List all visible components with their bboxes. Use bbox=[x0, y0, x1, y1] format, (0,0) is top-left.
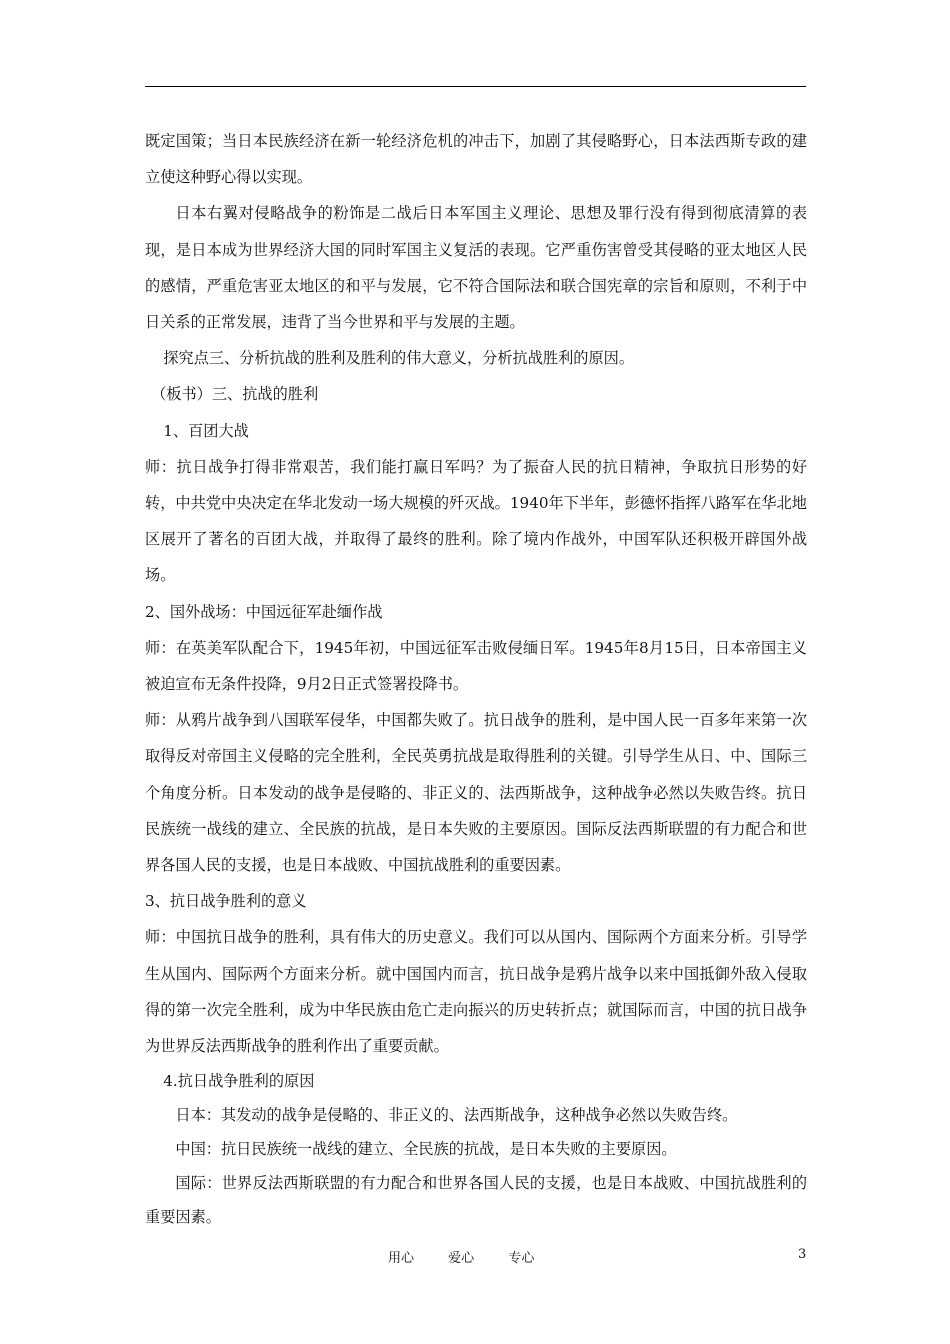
paragraph-hundred-regiments: 师：抗日战争打得非常艰苦，我们能打赢日军吗？为了振奋人民的抗日精神，争取抗日形势的好转，中共党中央决定在华北发动一场大规模的歼灭战。1940年下半年，彭德怀指挥八路军在华北地区展开了著名的百团大战，并取得了最终的胜利。除了境内作战外，中国军队还积极开辟国外战场。 bbox=[145, 457, 807, 585]
footer-motto bbox=[388, 1247, 564, 1266]
reason-international: 国际：世界反法西斯联盟的有力配合和世界各国人民的支援，也是日本战败、中国抗战胜利的重要因素。 bbox=[145, 1174, 807, 1227]
document-body bbox=[145, 123, 807, 1234]
paragraph-significance: 师：中国抗日战争的胜利，具有伟大的历史意义。我们可以从国内、国际两个方面来分析。引导学生从国内、国际两个方面来分析。就中国国内而言，抗日战争是鸦片战争以来中国抵御外敌入侵取得的第一次完全胜利，成为中华民族由危亡走向振兴的历史转折点；就国际而言，中国的抗日战争为世界反法西斯战争的胜利作出了重要贡献。 bbox=[145, 928, 807, 1056]
paragraph-victory: 师：从鸦片战争到八国联军侵华，中国都失败了。抗日战争的胜利，是中国人民一百多年来第一次取得反对帝国主义侵略的完全胜利，全民英勇抗战是取得胜利的关键。引导学生从日、中、国际三个角度分析。日本发动的战争是侵略的、非正义的、法西斯战争，这种战争必然以失败告终。抗日民族统一战线的建立、全民族的抗战，是日本失败的主要原因。国际反法西斯联盟的有力配合和世界各国人民的支援，也是日本战败、中国抗战胜利的重要因素。 bbox=[145, 711, 807, 875]
reason-china: 中国：抗日民族统一战线的建立、全民族的抗战，是日本失败的主要原因。 bbox=[175, 1140, 677, 1159]
paragraph-1: 既定国策；当日本民族经济在新一轮经济危机的冲击下，加剧了其侵略野心，日本法西斯专政的建立使这种野心得以实现。 bbox=[145, 132, 807, 187]
blackboard-heading: （板书）三、抗战的胜利 bbox=[151, 385, 319, 404]
footer-motto-2: 爱心 bbox=[448, 1251, 475, 1266]
section-4-heading: 4.抗日战争胜利的原因 bbox=[163, 1072, 315, 1091]
section-2-heading: 2、国外战场：中国远征军赴缅作战 bbox=[145, 602, 383, 621]
section-3-heading: 3、抗日战争胜利的意义 bbox=[145, 892, 307, 911]
exploration-point-3: 探究点三、分析抗战的胜利及胜利的伟大意义，分析抗战胜利的原因。 bbox=[163, 349, 635, 368]
page-number: 3 bbox=[798, 1247, 807, 1262]
header-rule bbox=[145, 86, 806, 87]
section-1-heading: 1、百团大战 bbox=[163, 421, 249, 440]
paragraph-expedition: 师：在英美军队配合下，1945年初，中国远征军击败侵缅日军。1945年8月15日，日本帝国主义被迫宣布无条件投降，9月2日正式签署投降书。 bbox=[145, 638, 807, 694]
footer-motto-3: 专心 bbox=[508, 1251, 535, 1266]
paragraph-2: 日本右翼对侵略战争的粉饰是二战后日本军国主义理论、思想及罪行没有得到彻底清算的表现，是日本成为世界经济大国的同时军国主义复活的表现。它严重伤害曾受其侵略的亚太地区人民的感情，严重危害亚太地区的和平与发展，它不符合国际法和联合国宪章的宗旨和原则，不利于中日关系的正常发展，违背了当今世界和平与发展的主题。 bbox=[145, 204, 807, 332]
reason-japan: 日本：其发动的战争是侵略的、非正义的、法西斯战争，这种战争必然以失败告终。 bbox=[175, 1106, 738, 1125]
footer-motto-1: 用心 bbox=[388, 1251, 415, 1266]
